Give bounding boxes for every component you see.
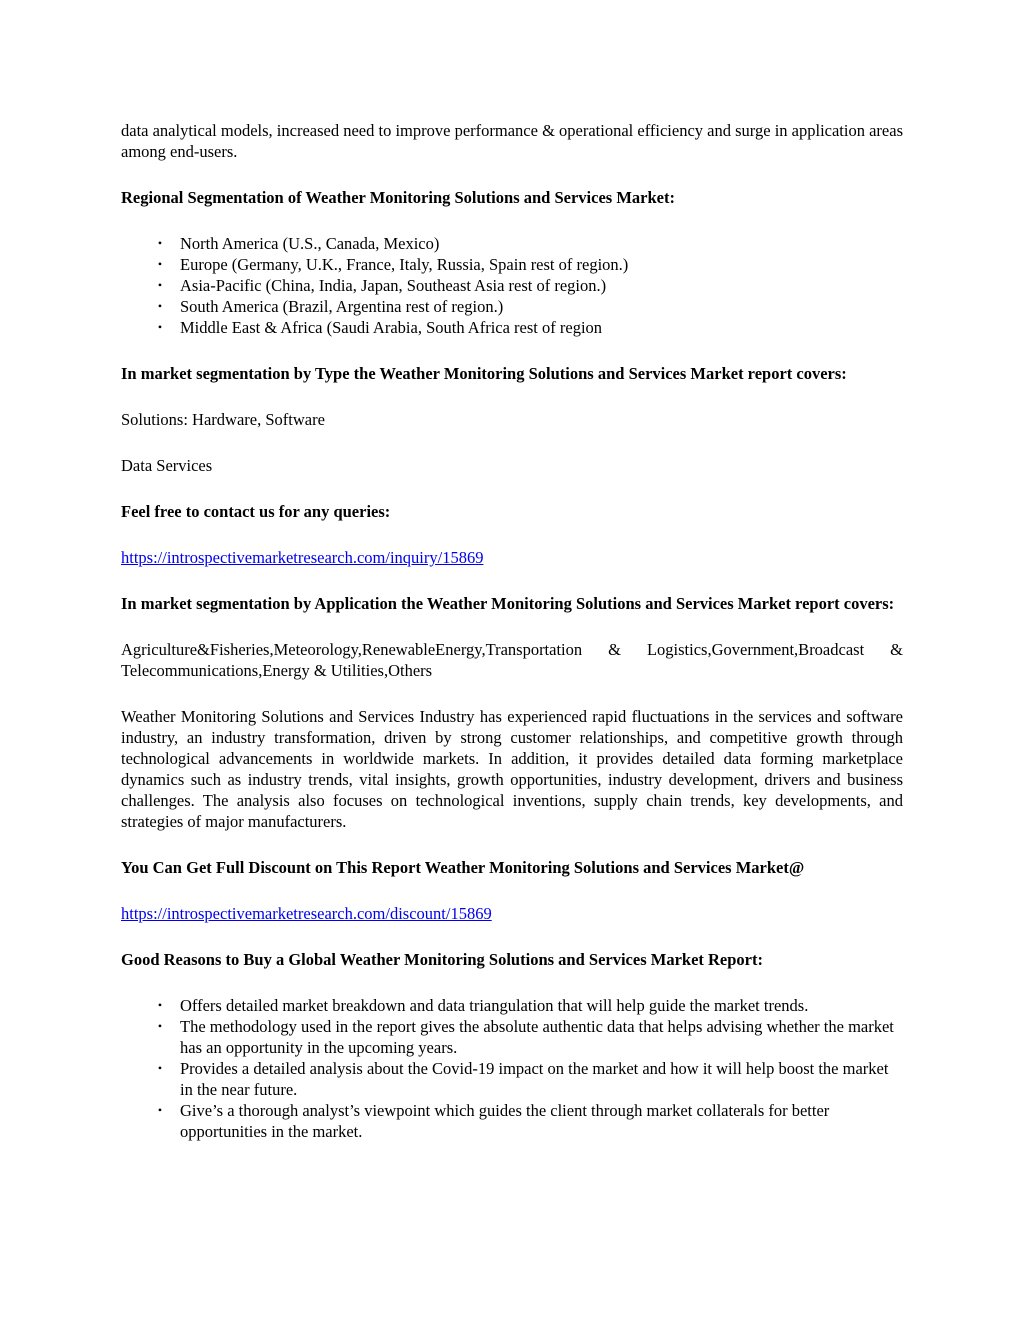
discount-heading: You Can Get Full Discount on This Report Weather Monitoring Solutions and Services Market@ bbox=[121, 858, 805, 877]
list-item bbox=[121, 995, 903, 1016]
inquiry-link[interactable]: https://introspectivemarketresearch.com/inquiry/15869 bbox=[121, 548, 484, 567]
type-segmentation-heading: In market segmentation by Type the Weather Monitoring Solutions and Services Market report covers: bbox=[121, 364, 847, 383]
intro-paragraph: data analytical models, increased need to improve performance & operational efficiency and surge in application areas among end-users. bbox=[121, 121, 903, 161]
bullet-icon: • bbox=[157, 998, 163, 1012]
list-item-text: Europe (Germany, U.K., France, Italy, Russia, Spain rest of region.) bbox=[180, 255, 629, 274]
bullet-icon: • bbox=[157, 236, 163, 250]
bullet-icon: • bbox=[157, 257, 163, 271]
reasons-list bbox=[121, 995, 903, 1142]
list-item bbox=[121, 1100, 903, 1142]
bullet-icon: • bbox=[157, 278, 163, 292]
list-item bbox=[121, 233, 903, 254]
inquiry-link-paragraph bbox=[121, 547, 903, 568]
application-list-paragraph: Agriculture&Fisheries,Meteorology,RenewableEnergy,Transportation & Logistics,Government,Broadcast & Telecommunications,Energy & Utilities,Others bbox=[121, 640, 903, 680]
list-item-text: North America (U.S., Canada, Mexico) bbox=[180, 234, 440, 253]
list-item bbox=[121, 296, 903, 317]
list-item-text: South America (Brazil, Argentina rest of region.) bbox=[180, 297, 504, 316]
list-item-text: Give’s a thorough analyst’s viewpoint which guides the client through market collaterals for better opportunities in the market. bbox=[180, 1101, 830, 1141]
list-item-text: Offers detailed market breakdown and data triangulation that will help guide the market trends. bbox=[180, 996, 809, 1015]
bullet-icon: • bbox=[157, 1061, 163, 1075]
type-solutions-line: Solutions: Hardware, Software bbox=[121, 410, 325, 429]
list-item-text: Asia-Pacific (China, India, Japan, Southeast Asia rest of region.) bbox=[180, 276, 607, 295]
list-item bbox=[121, 254, 903, 275]
contact-heading: Feel free to contact us for any queries: bbox=[121, 502, 391, 521]
regional-list bbox=[121, 233, 903, 338]
list-item-text: The methodology used in the report gives the absolute authentic data that helps advising whether the market has an opportunity in the upcoming years. bbox=[180, 1017, 894, 1057]
list-item bbox=[121, 317, 903, 338]
document-page bbox=[121, 120, 903, 1142]
discount-link[interactable]: https://introspectivemarketresearch.com/discount/15869 bbox=[121, 904, 492, 923]
industry-paragraph: Weather Monitoring Solutions and Services Industry has experienced rapid fluctuations in the services and software industry, an industry transformation, driven by strong customer relationships, and competitive growth through technological advancements in worldwide markets. In addition, it provides detailed data forming marketplace dynamics such as industry trends, vital insights, growth opportunities, industry development, drivers and business challenges. The analysis also focuses on technological inventions, supply chain trends, key developments, and strategies of major manufacturers. bbox=[121, 707, 903, 831]
type-data-services-line: Data Services bbox=[121, 456, 213, 475]
discount-link-paragraph bbox=[121, 903, 903, 924]
bullet-icon: • bbox=[157, 1019, 163, 1033]
application-segmentation-heading: In market segmentation by Application the Weather Monitoring Solutions and Services Market report covers: bbox=[121, 594, 895, 613]
bullet-icon: • bbox=[157, 299, 163, 313]
list-item-text: Middle East & Africa (Saudi Arabia, South Africa rest of region bbox=[180, 318, 603, 337]
list-item bbox=[121, 275, 903, 296]
bullet-icon: • bbox=[157, 1103, 163, 1117]
reasons-heading: Good Reasons to Buy a Global Weather Monitoring Solutions and Services Market Report: bbox=[121, 950, 763, 969]
bullet-icon: • bbox=[157, 320, 163, 334]
regional-heading: Regional Segmentation of Weather Monitoring Solutions and Services Market: bbox=[121, 188, 675, 207]
list-item bbox=[121, 1016, 903, 1058]
list-item bbox=[121, 1058, 903, 1100]
list-item-text: Provides a detailed analysis about the Covid-19 impact on the market and how it will help boost the market in the near future. bbox=[180, 1059, 889, 1099]
